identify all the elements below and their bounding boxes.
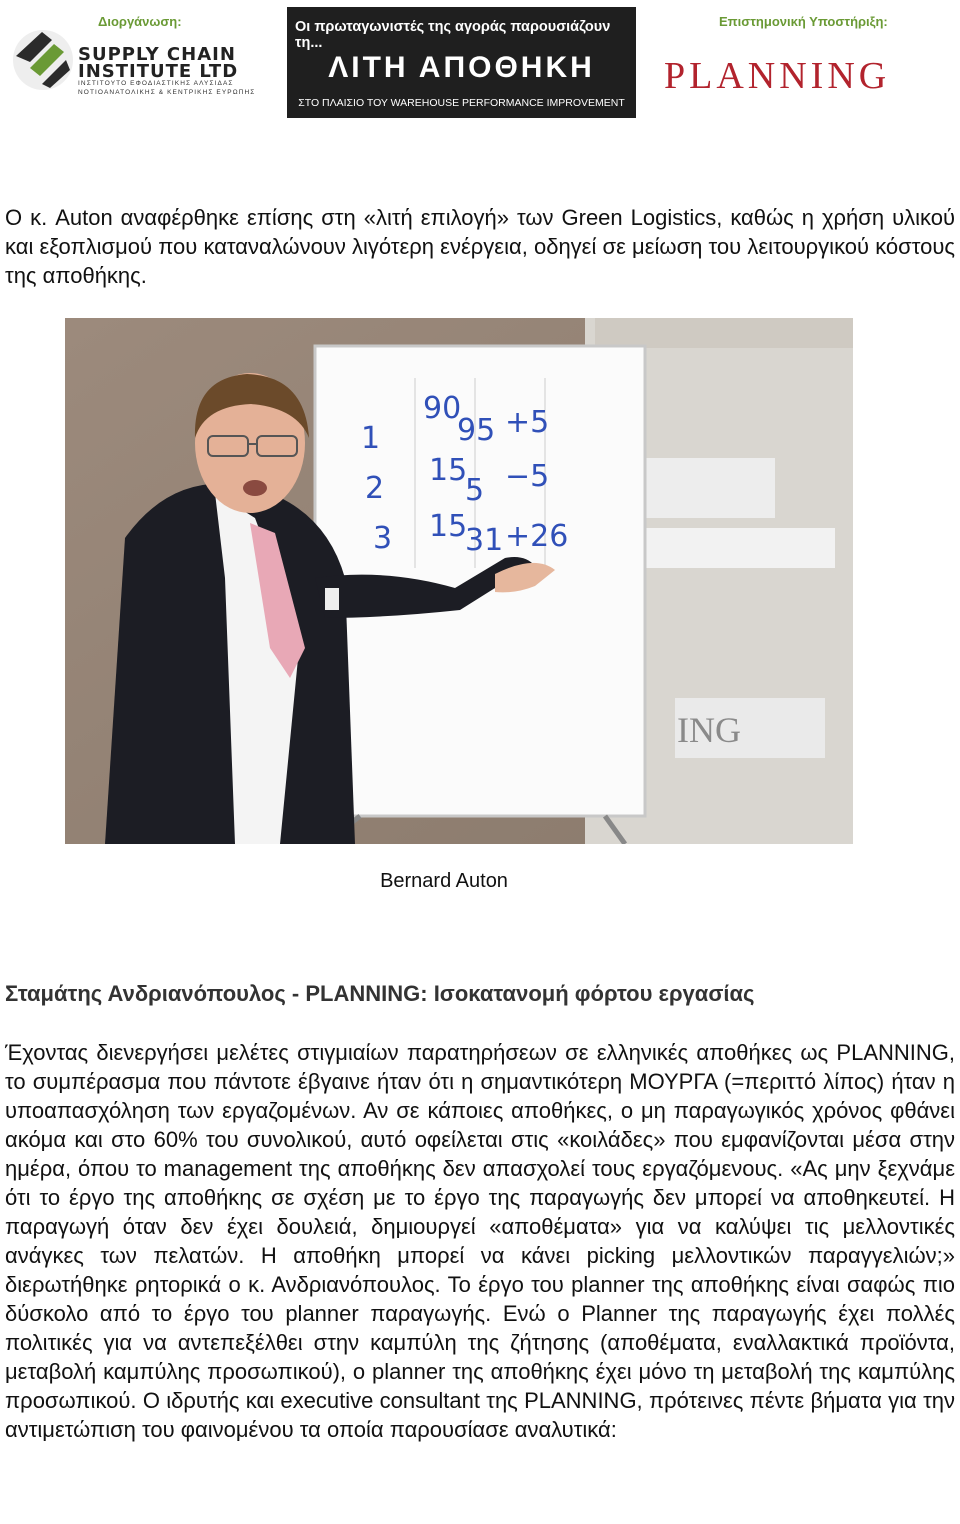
section-title: Σταμάτης Ανδριανόπουλος - PLANNING: Ισοκατανομή φόρτου εργασίας bbox=[5, 981, 755, 1006]
board-cell: 2 bbox=[365, 471, 385, 506]
board-cell: 3 bbox=[373, 521, 393, 556]
banner-title: ΛΙΤΗ ΑΠΟΘΗΚΗ bbox=[328, 51, 595, 84]
board-cell: 95 bbox=[457, 413, 496, 448]
planning-logo: PLANNING bbox=[664, 55, 891, 97]
organizer-label: Διοργάνωση: bbox=[98, 14, 182, 29]
svg-text:ING: ING bbox=[677, 710, 741, 750]
board-cell: +26 bbox=[505, 519, 569, 554]
event-banner bbox=[287, 7, 636, 118]
board-cell: +5 bbox=[505, 405, 550, 440]
board-cell: 90 bbox=[423, 391, 462, 426]
supply-chain-institute-logo-icon bbox=[12, 22, 74, 100]
banner-subtitle: ΣΤΟ ΠΛΑΙΣΙΟ ΤΟΥ WAREHOUSE PERFORMANCE IMPROVEMENT bbox=[298, 97, 625, 109]
organizer-subtitle: ΙΝΣΤΙΤΟΥΤΟ ΕΦΟΔΙΑΣΤΙΚΗΣ ΑΛΥΣΙΔΑΣ ΝΟΤΙΟΑΝΑΤΟΛΙΚΗΣ & ΚΕΝΤΡΙΚΗΣ ΕΥΡΩΠΗΣ bbox=[78, 80, 256, 96]
intro-paragraph: Ο κ. Auton αναφέρθηκε επίσης στη «λιτή επιλογή» των Green Logistics, καθώς η χρήση υλικού και εξοπλισμού που καταναλώνουν λιγότερη ενέργεια, οδηγεί σε μείωση του λειτουργικού κόστους της αποθήκης. bbox=[5, 205, 955, 288]
board-cell: 5 bbox=[465, 473, 485, 508]
board-cell: −5 bbox=[505, 459, 550, 494]
board-cell: 31 bbox=[465, 523, 504, 558]
science-support-label: Επιστημονική Υποστήριξη: bbox=[719, 14, 888, 29]
board-cell: 1 bbox=[361, 421, 381, 456]
banner-tagline: Οι πρωταγωνιστές της αγοράς παρουσιάζουν τη... bbox=[295, 19, 611, 51]
page-header bbox=[0, 0, 960, 130]
photo-caption: Bernard Auton bbox=[380, 870, 508, 892]
organizer-name: SUPPLY CHAIN INSTITUTE LTD bbox=[78, 44, 239, 82]
board-cell: 15 bbox=[429, 453, 468, 488]
body-paragraph: Έχοντας διενεργήσει μελέτες στιγμιαίων παρατηρήσεων σε ελληνικές αποθήκες ως PLANNING, το συμπέρασμα που πάντοτε έβγαινε ήταν ότι η σημαντικότερη ΜΟΥΡΓΑ (=περιττό λίπος) ήταν η υποαπασχόληση των εργαζομένων. Αν σε κάποιες αποθήκες, ο μη παραγωγικός χρόνος φθάνει ακόμα και στο 60% του συνολικού, αυτό οφείλεται στις «κοιλάδες» που εμφανίζονται μέσα στην ημέρα, όπου το management της αποθήκης δεν απασχολεί τους εργαζόμενους. «Ας μην ξεχνάμε ότι το έργο της αποθήκης σε σχέση με το έργο της παραγωγής δεν μπορεί να αποθηκευτεί. Η παραγωγή όταν δεν έχει δουλειά, δημιουργεί «αποθέματα» για να καλύψει τις μελλοντικές ανάγκες των πελατών. Η αποθήκη μπορεί να κάνει picking μελλοντικών παραγγελιών;» διερωτήθηκε ρητορικά ο κ. Ανδριανόπουλος. Το έργο του planner της αποθήκης είναι σαφώς πιο δύσκολο από το έργο του planner παραγωγής. Ενώ ο Planner της παραγωγής έχει πολλές πολιτικές για να αντεπεξέλθει στην καμπύλη της ζήτησης (αποθέματα, εναλλακτικά προϊόντα, μεταβολή καμπύλης προσωπικού), ο planner της αποθήκης έχει μόνο τη μεταβολή της καμπύλης προσωπικού. Ο ιδρυτής και executive consultant της PLANNING, πρότεινες πέντε βήματα για την αντιμετώπιση του φαινομένου τα οποία παρουσίασε αναλυτικά: bbox=[5, 1040, 955, 1442]
board-cell: 15 bbox=[429, 509, 468, 544]
speaker-photo bbox=[65, 318, 853, 844]
